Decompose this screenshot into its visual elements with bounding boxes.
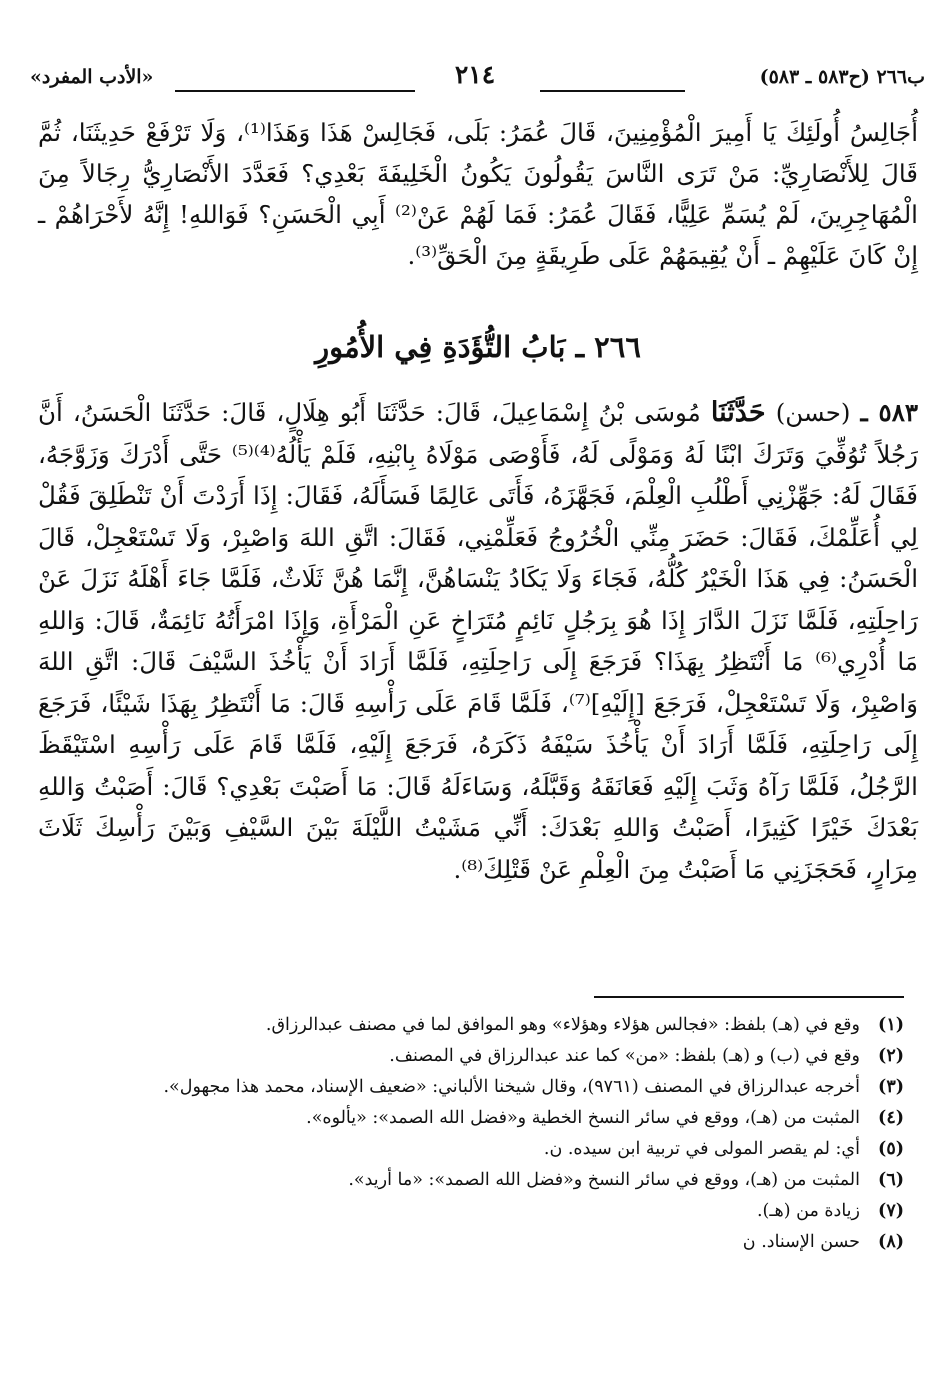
footnote-text: وقع في (ب) و (هـ) بلفظ: «من» كما عند عبدالرزاق في المصنف. xyxy=(389,1046,860,1066)
footnote-item xyxy=(64,1165,904,1196)
footnote-item xyxy=(64,1010,904,1041)
footnote-text: حسن الإسناد. ن xyxy=(742,1232,860,1252)
footnote-number: (١) xyxy=(878,1015,904,1035)
footnote-number: (٥) xyxy=(878,1139,904,1159)
header-chapter-ref-text: ب٢٦٦ (ح٥٨٣ ـ ٥٨٣) xyxy=(759,66,925,88)
footnote-item xyxy=(64,1227,904,1258)
hadith-text: مُوسَى بْنُ إِسْمَاعِيلَ، قَالَ: حَدَّثَنَا أَبُو هِلَالٍ، قَالَ: حَدَّثَنَا الْحَسَنُ، أَنَّ رَجُلاً تُوُفِّيَ وَتَرَكَ ابْنًا لَهُ وَمَوْلًى لَهُ، فَأَوْصَى مَوْلَاهُ بِابْنِهِ، فَلَمْ يَأْلُهُ⁽⁴⁾⁽⁵⁾ حَتَّى أَدْرَكَ وَزَوَّجَهُ، فَقَالَ لَهُ: جَهِّزْنِي أَطْلُبِ الْعِلْمَ، فَجَهَّزَهُ، فَأَتَى عَالِمًا فَسَأَلَهُ، فَقَالَ: إِذَا أَرَدْتَ أَنْ تَنْطَلِقَ فَقُلْ لِي أُعَلِّمْكَ، فَقَالَ: حَضَرَ مِنِّي الْخُرُوجُ فَعَلِّمْنِي، فَقَالَ: اتَّقِ اللهَ وَاصْبِرْ، وَلَا تَسْتَعْجِلْ، قَالَ الْحَسَنُ: فِي هَذَا الْخَيْرُ كُلُّهُ، فَجَاءَ وَلَا يَكَادُ يَنْسَاهُنَّ، إِنَّمَا هُنَّ ثَلَاثٌ، فَلَمَّا جَاءَ أَهْلَهُ نَزَلَ عَنْ رَاحِلَتِهِ، فَلَمَّا نَزَلَ الدَّارَ إِذَا هُوَ بِرَجُلٍ نَائِمٍ مُتَرَاخٍ عَنِ الْمَرْأَةِ، وَإِذَا امْرَأَتُهُ نَائِمَةٌ، قَالَ: وَاللهِ مَا أُدْرِي⁽⁶⁾ مَا أَنْتَظِرُ بِهَذَا؟ فَرَجَعَ إِلَى رَاحِلَتِهِ، فَلَمَّا أَرَادَ أَنْ يَأْخُذَ السَّيْفَ قَالَ: اتَّقِ اللهَ وَاصْبِرْ، وَلَا تَسْتَعْجِلْ، فَرَجَعَ [إِلَيْهِ]⁽⁷⁾، فَلَمَّا قَامَ عَلَى رَأْسِهِ قَالَ: مَا أَنْتَظِرُ بِهَذَا شَيْئًا، فَرَجَعَ إِلَى رَاحِلَتِهِ، فَلَمَّا أَرَادَ أَنْ يَأْخُذَ سَيْفَهُ ذَكَرَهُ، فَرَجَعَ إِلَيْهِ، فَلَمَّا قَامَ عَلَى رَأْسِهِ اسْتَيْقَظَ الرَّجُلُ، فَلَمَّا رَآهُ وَثَبَ إِلَيْهِ فَعَانَقَهُ وَقَبَّلَهُ، وَسَاءَلَهُ قَالَ: مَا أَصَبْتَ بَعْدِي؟ قَالَ: أَصَبْتُ وَاللهِ بَعْدَكَ خَيْرًا كَثِيرًا، أَصَبْتُ وَاللهِ بَعْدَكَ: أَنِّي مَشَيْتُ اللَّيْلَةَ بَيْنَ السَّيْفِ وَبَيْنَ رَأْسِكَ ثَلَاثَ مِرَارٍ، فَحَجَزَنِي مَا أَصَبْتُ مِنَ الْعِلْمِ عَنْ قَتْلِكَ⁽⁸⁾. xyxy=(38,398,919,884)
footnote-item xyxy=(64,1072,904,1103)
header-rule-left xyxy=(175,90,415,92)
footnote-item xyxy=(64,1041,904,1072)
footnote-number: (٨) xyxy=(878,1232,904,1252)
header-book-title-text: «الأدب المفرد» xyxy=(30,66,154,88)
footnote-text: المثبت من (هـ)، ووقع في سائر النسخ و«فضل الله الصمد»: «ما أريد». xyxy=(348,1170,860,1190)
footnote-text: أخرجه عبدالرزاق في المصنف (٩٧٦١)، وقال شيخنا الألباني: «ضعيف الإسناد، محمد هذا مجهول». xyxy=(163,1077,860,1097)
hadith-number: ٥٨٣ ـ xyxy=(860,398,919,427)
header-rule-right xyxy=(540,90,685,92)
hadith-paragraph xyxy=(38,392,918,890)
hadith-block xyxy=(38,392,918,890)
footnote-item xyxy=(64,1134,904,1165)
footnote-number: (٣) xyxy=(878,1077,904,1097)
footnote-text: المثبت من (هـ)، ووقع في سائر النسخ الخطية و«فضل الله الصمد»: «يألوه». xyxy=(306,1108,860,1128)
intro-paragraph-text: أُجَالِسُ أُولَئِكَ يَا أَمِيرَ الْمُؤْمِنِينَ، قَالَ عُمَرُ: بَلَى، فَجَالِسْ هَذَا وَهَذَا⁽¹⁾، وَلَا تَرْفَعْ حَدِيثَنَا، ثُمَّ قَالَ لِلأَنْصَارِيِّ: مَنْ تَرَى النَّاسَ يَقُولُونَ يَكُونُ الْخَلِيفَةَ بَعْدِي؟ فَعَدَّدَ الأَنْصَارِيُّ رِجَالاً مِنَ الْمُهَاجِرِينَ، لَمْ يُسَمِّ عَلِيًّا، فَقَالَ عُمَرُ: فَمَا لَهُمْ عَنْ⁽²⁾ أَبِي الْحَسَنِ؟ فَوَاللهِ! إِنَّهُ لأَحْرَاهُمْ ـ إِنْ كَانَ عَلَيْهِمْ ـ أَنْ يُقِيمَهُمْ عَلَى طَرِيقَةٍ مِنَ الْحَقِّ⁽³⁾. xyxy=(38,118,919,270)
header-book-title xyxy=(30,66,415,96)
footnote-number: (٧) xyxy=(878,1201,904,1221)
header-chapter-ref xyxy=(540,66,925,96)
footnote-text: وقع في (هـ) بلفظ: «فجالس هؤلاء وهؤلاء» وهو الموافق لما في مصنف عبدالرزاق. xyxy=(265,1015,860,1035)
footnote-item xyxy=(64,1103,904,1134)
page-number: ٢١٤ xyxy=(454,60,496,89)
intro-paragraph xyxy=(38,112,918,276)
hadith-opening: حَدَّثَنَا xyxy=(710,397,766,428)
footnote-number: (٢) xyxy=(878,1046,904,1066)
footnote-text: زيادة من (هـ). xyxy=(756,1201,860,1221)
footnotes xyxy=(64,1010,904,1258)
footnote-separator xyxy=(594,996,904,998)
hadith-grade: (حسن) xyxy=(775,398,851,427)
footnote-number: (٤) xyxy=(878,1108,904,1128)
footnote-item xyxy=(64,1196,904,1227)
running-header xyxy=(30,60,925,106)
footnote-number: (٦) xyxy=(878,1170,904,1190)
footnote-text: أي: لم يقصر المولى في تربية ابن سيده. ن. xyxy=(543,1139,860,1159)
section-title: ٢٦٦ ـ بَابُ التُّؤَدَةِ فِي الأُمُورِ xyxy=(315,330,641,364)
